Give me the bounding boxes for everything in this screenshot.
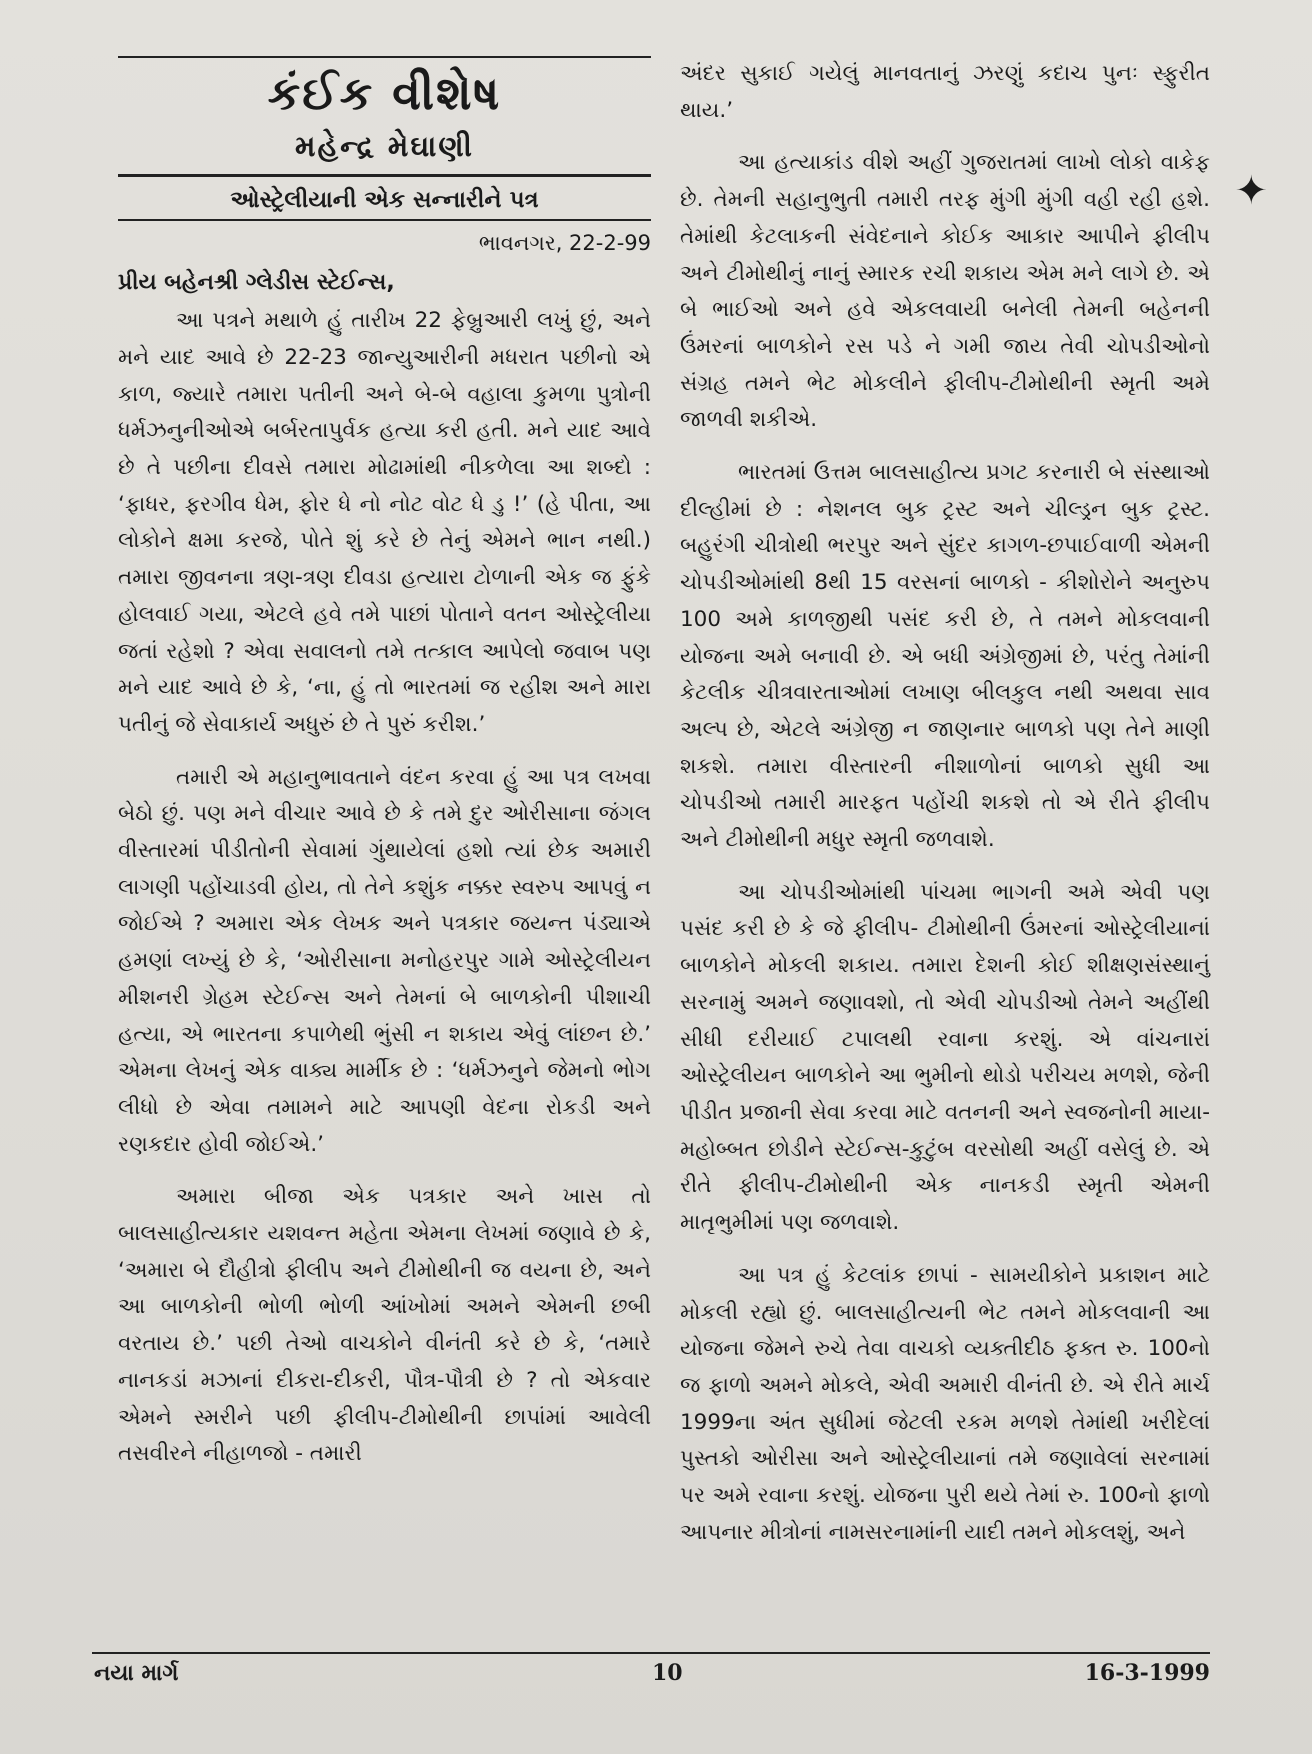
page-number: 10 — [652, 1660, 683, 1686]
paragraph: અમારા બીજા એક પત્રકાર અને ખાસ તો બાલસાહીત્યકાર યશવન્ત મહેતા એમના લેખમાં જણાવે છે કે, ‘અમારા બે દૌહીત્રો ફીલીપ અને ટીમોથીની જ વયના છે, અને આ બાળકોની ભોળી ભોળી આંખોમાં અમને એમની છબી વરતાય છે.’ પછી તેઓ વાચકોને વીનંતી કરે છે કે, ‘તમારે નાનકડાં મઝાનાં દીકરા-દીકરી, પૌત્ર-પૌત્રી છે ? તો એકવાર એમને સ્મરીને પછી ફીલીપ-ટીમોથીની છાપાંમાં આવેલી તસવીરને નીહાળજો - તમારી — [118, 1184, 651, 1467]
paragraph: આ ચોપડીઓમાંથી પાંચમા ભાગની અમે એવી પણ પસંદ કરી છે કે જે ફીલીપ- ટીમોથીની ઉંમરનાં ઓસ્ટ્રેલીયાનાં બાળકોને મોકલી શકાય. તમારા દેશની કોઈ શીક્ષણસંસ્થાનું સરનામું અમને જણાવશો, તો એવી ચોપડીઓ તેમને અહીંથી સીધી દરીયાઈ ટપાલથી રવાના કરશું. એ વાંચનારાં ઓસ્ટ્રેલીયન બાળકોને આ ભુમીનો થોડો પરીચય મળશે, જેની પીડીત પ્રજાની સેવા કરવા માટે વતનની અને સ્વજનોની માયા-મહોબ્બત છોડીને સ્ટેઈન્સ-કુટુંબ વરસોથી અહીં વસેલું છે. એ રીતે ફીલીપ-ટીમોથીની એક નાનકડી સ્મૃતી એમની માતૃભુમીમાં પણ જળવાશે. — [680, 879, 1210, 1236]
paragraph: તમારી એ મહાનુભાવતાને વંદન કરવા હું આ પત્ર લખવા બેઠો છું. પણ મને વીચાર આવે છે કે તમે દુર ઓરીસાના જંગલ વીસ્તારમાં પીડીતોની સેવામાં ગુંથાયેલાં હશો ત્યાં છેક અમારી લાગણી પહોંચાડવી હોય, તો તેને કશુંક નક્કર સ્વરુપ આપવું ન જોઈએ ? અમારા એક લેખક અને પત્રકાર જયન્ત પંડ્યાએ હમણાં લખ્યું છે કે, ‘ઓરીસાના મનોહરપુર ગામે ઓસ્ટ્રેલીયન મીશનરી ગ્રેહમ સ્ટેઈન્સ અને તેમનાં બે બાળકોની પીશાચી હત્યા, એ ભારતના કપાળેથી ભુંસી ન શકાય એવું લાંછન છે.’ એમના લેખનું એક વાક્ય માર્મીક છે : ‘ધર્મઝનુને જેમનો ભોગ લીધો છે એવા તમામને માટે આપણી વેદના રોકડી અને રણકદાર હોવી જોઈએ.’ — [118, 764, 651, 1157]
dateline: ભાવનગર, 22-2-99 — [478, 231, 651, 256]
footer-rule — [92, 1652, 1210, 1654]
margin-mark-icon: ✦ — [1234, 168, 1268, 214]
paragraph: આ હત્યાકાંડ વીશે અહીં ગુજરાતમાં લાખો લોકો વાકેફ છે. તેમની સહાનુભુતી તમારી તરફ મુંગી મુંગી વહી રહી હશે. તેમાંથી કેટલાકની સંવેદનાને કોઈક આકાર આપીને ફીલીપ અને ટીમોથીનું નાનું સ્મારક રચી શકાય એમ મને લાગે છે. એ બે ભાઈઓ અને હવે એકલવાયી બનેલી તેમની બહેનની ઉંમરનાં બાળકોને રસ પડે ને ગમી જાય તેવી ચોપડીઓનો સંગ્રહ તમને ભેટ મોકલીને ફીલીપ-ટીમોથીની સ્મૃતી અમે જાળવી શકીએ. — [680, 150, 1210, 433]
right-column — [680, 56, 1210, 1567]
left-column — [118, 56, 651, 1489]
paragraph-continuation: અંદર સુકાઈ ગયેલું માનવતાનું ઝરણું કદાચ પુનઃ સ્ફુરીત થાય.’ — [680, 61, 1210, 123]
article-title: ઓસ્ટ્રેલીયાની એક સન્નારીને પત્ર — [118, 187, 651, 221]
paragraph: આ પત્ર હું કેટલાંક છાપાં - સામયીકોને પ્રકાશન માટે મોકલી રહ્યો છું. બાલસાહીત્યની ભેટ તમને મોકલવાની આ યોજના જેમને રુચે તેવા વાચકો વ્યક્તીદીઠ ફક્ત રુ. 100નો જ ફાળો અમને મોકલે, એવી અમારી વીનંતી છે. એ રીતે માર્ચ 1999ના અંત સુધીમાં જેટલી રકમ મળશે તેમાંથી ખરીદેલાં પુસ્તકો ઓરીસા અને ઓસ્ટ્રેલીયાનાં તમે જણાવેલાં સરનામાં પર અમે રવાના કરશું. યોજના પુરી થયે તેમાં રુ. 100નો ફાળો આપનાર મીત્રોનાં નામસરનામાંની યાદી તમને મોકલશું, અને — [680, 1262, 1210, 1545]
paragraph: આ પત્રને મથાળે હું તારીખ 22 ફેબ્રુઆરી લખું છું, અને મને યાદ આવે છે 22-23 જાન્યુઆરીની મધરાત પછીનો એ કાળ, જ્યારે તમારા પતીની અને બે-બે વહાલા કુમળા પુત્રોની ધર્મઝનુનીઓએ બર્બરતાપુર્વક હત્યા કરી હતી. મને યાદ આવે છે તે પછીના દીવસે તમારા મોઢામાંથી નીકળેલા આ શબ્દો : ‘ફાધર, ફરગીવ ધેમ, ફોર ધે નો નોટ વોટ ધે ડુ !’ (હે પીતા, આ લોકોને ક્ષમા કરજે, પોતે શું કરે છે તેનું એમને ભાન નથી.) તમારા જીવનના ત્રણ-ત્રણ દીવડા હત્યારા ટોળાની એક જ ફુંકે હોલવાઈ ગયા, એટલે હવે તમે પાછાં પોતાને વતન ઓસ્ટ્રેલીયા જતાં રહેશો ? એવા સવાલનો તમે તત્કાલ આપેલો જવાબ પણ મને યાદ આવે છે કે, ‘ના, હું તો ભારતમાં જ રહીશ અને મારા પતીનું જે સેવાકાર્ય અધુરું છે તે પુરું કરીશ.’ — [118, 308, 651, 737]
paragraph: ભારતમાં ઉત્તમ બાલસાહીત્ય પ્રગટ કરનારી બે સંસ્થાઓ દીલ્હીમાં છે : નેશનલ બુક ટ્રસ્ટ અને ચીલ્ડ્રન બુક ટ્રસ્ટ. બહુરંગી ચીત્રોથી ભરપુર અને સુંદર કાગળ-છપાઈવાળી એમની ચોપડીઓમાંથી 8થી 15 વરસનાં બાળકો - કીશોરોને અનુરુપ 100 અમે કાળજીથી પસંદ કરી છે, તે તમને મોકલવાની યોજના અમે બનાવી છે. એ બધી અંગ્રેજીમાં છે, પરંતુ તેમાંની કેટલીક ચીત્રવારતાઓમાં લખાણ બીલકુલ નથી અથવા સાવ અલ્પ છે, એટલે અંગ્રેજી ન જાણનાર બાળકો પણ તેને માણી શકશે. તમારા વીસ્તારની નીશાળોનાં બાળકો સુધી આ ચોપડીઓ તમારી મારફત પહોંચી શકશે તો એ રીતે ફીલીપ અને ટીમોથીની મધુર સ્મૃતી જળવાશે. — [680, 460, 1210, 853]
publication-name: નયા માર્ગ — [94, 1660, 179, 1686]
issue-date: 16-3-1999 — [1084, 1660, 1210, 1686]
column-title: કંઈક વીશેષ — [267, 66, 502, 120]
author-name: મહેન્દ્ર મેઘાણી — [118, 129, 651, 177]
top-rule — [118, 56, 651, 58]
salutation: પ્રીય બહેનશ્રી ગ્લેડીસ સ્ટેઈન્સ, — [118, 270, 395, 296]
